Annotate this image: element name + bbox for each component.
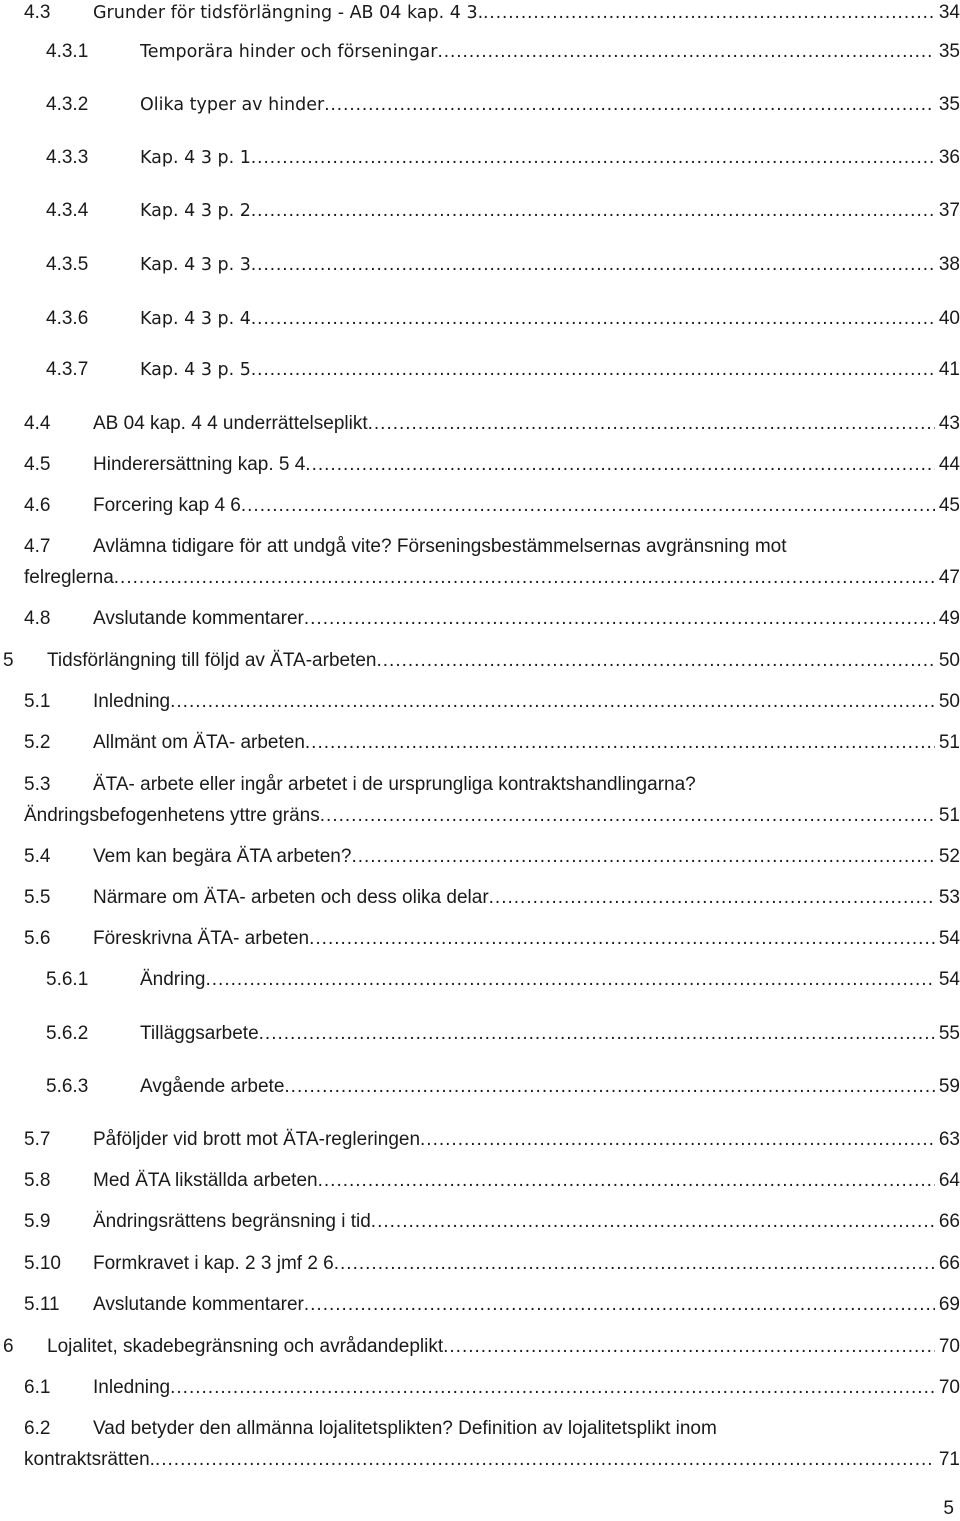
toc-title-continuation: Ändringsbefogenhetens yttre gräns xyxy=(24,805,320,826)
toc-number: 4.3.6 xyxy=(46,308,89,329)
toc-title: Ändring xyxy=(140,969,206,990)
toc-number: 5.6 xyxy=(24,928,51,949)
toc-page: 53 xyxy=(938,887,960,908)
toc-page: 47 xyxy=(938,567,960,588)
toc-page: 43 xyxy=(938,413,960,434)
toc-title: Inledning xyxy=(93,1377,171,1398)
toc-entry[interactable] xyxy=(0,1073,960,1101)
toc-entry[interactable] xyxy=(0,925,960,953)
toc-entry[interactable] xyxy=(0,356,960,384)
toc-title: Kap. 4 3 p. 4 xyxy=(140,309,251,329)
toc-number: 5 xyxy=(3,650,14,671)
toc-number: 5.7 xyxy=(24,1129,51,1150)
toc-title: Tilläggsarbete xyxy=(140,1023,259,1044)
toc-entry[interactable] xyxy=(0,144,960,172)
toc-page: 71 xyxy=(938,1449,960,1470)
toc-page: 50 xyxy=(938,691,960,712)
toc-entry[interactable] xyxy=(0,729,960,757)
toc-page: 70 xyxy=(938,1336,960,1357)
toc-number: 6 xyxy=(3,1336,14,1357)
toc-page: 35 xyxy=(938,94,960,115)
toc-number: 5.4 xyxy=(24,846,51,867)
toc-number: 4.3.2 xyxy=(46,94,89,115)
toc-page: 69 xyxy=(938,1294,960,1315)
toc-title: Avgående arbete xyxy=(140,1076,285,1097)
toc-title: Kap. 4 3 p. 2 xyxy=(140,201,251,221)
toc-number: 4.3.5 xyxy=(46,254,89,275)
toc-title: Hinderersättning kap. 5 4 xyxy=(93,454,306,475)
toc-page: 35 xyxy=(938,41,960,62)
toc-entry[interactable] xyxy=(0,1020,960,1048)
toc-entry[interactable] xyxy=(0,771,960,831)
toc-entry[interactable] xyxy=(0,305,960,333)
toc-page: 66 xyxy=(938,1211,960,1232)
toc-title: Lojalitet, skadebegränsning och avrådandeplikt xyxy=(47,1336,444,1357)
toc-page: 54 xyxy=(938,928,960,949)
toc-entry[interactable] xyxy=(0,451,960,479)
toc-title: Inledning xyxy=(93,691,171,712)
page-number: 5 xyxy=(943,1498,954,1519)
toc-entry[interactable] xyxy=(0,605,960,633)
toc-entry[interactable] xyxy=(0,1167,960,1195)
toc-title: Forcering kap 4 6 xyxy=(93,495,241,516)
toc-page: 50 xyxy=(938,650,960,671)
toc-number: 4.3 xyxy=(24,2,51,23)
toc-entry[interactable] xyxy=(0,884,960,912)
toc-number: 4.3.7 xyxy=(46,359,89,380)
toc-number: 6.2 xyxy=(24,1418,51,1439)
toc-title: AB 04 kap. 4 4 underrättelseplikt xyxy=(93,413,368,434)
toc-entry[interactable] xyxy=(0,0,960,27)
toc-title: Tidsförlängning till följd av ÄTA-arbeten xyxy=(47,650,377,671)
toc-page: 41 xyxy=(938,359,960,380)
toc-title: Avslutande kommentarer xyxy=(93,1294,304,1315)
toc-page: 63 xyxy=(938,1129,960,1150)
toc-page: 64 xyxy=(938,1170,960,1191)
toc-entry[interactable] xyxy=(0,410,960,438)
toc-number: 5.3 xyxy=(24,774,51,795)
toc-entry[interactable] xyxy=(0,492,960,520)
toc-entry[interactable] xyxy=(0,966,960,994)
toc-title: Ändringsrättens begränsning i tid xyxy=(93,1211,371,1232)
toc-page: 66 xyxy=(938,1253,960,1274)
toc-title: Grunder för tidsförlängning - AB 04 kap. 4 3. xyxy=(93,3,484,23)
toc-number: 4.4 xyxy=(24,413,51,434)
toc-number: 5.1 xyxy=(24,691,51,712)
toc-page: 51 xyxy=(938,732,960,753)
toc-page: 70 xyxy=(938,1377,960,1398)
toc-entry[interactable] xyxy=(0,1250,960,1278)
toc-entry[interactable] xyxy=(0,1126,960,1154)
toc-page: 37 xyxy=(938,200,960,221)
toc-title: Närmare om ÄTA- arbeten och dess olika delar xyxy=(93,887,489,908)
toc-page: 38 xyxy=(938,254,960,275)
toc-title: Formkravet i kap. 2 3 jmf 2 6 xyxy=(93,1253,334,1274)
toc-page: 49 xyxy=(938,608,960,629)
toc-title: Avslutande kommentarer xyxy=(93,608,304,629)
toc-page: 45 xyxy=(938,495,960,516)
toc-title: Kap. 4 3 p. 5 xyxy=(140,360,251,380)
toc-number: 5.6.3 xyxy=(46,1076,89,1097)
toc-title: Vem kan begära ÄTA arbeten? xyxy=(93,846,352,867)
toc-number: 5.5 xyxy=(24,887,51,908)
toc-entry[interactable] xyxy=(0,1415,960,1475)
toc-entry[interactable] xyxy=(0,1374,960,1402)
toc-entry[interactable] xyxy=(0,533,960,593)
toc-title-continuation: felreglerna xyxy=(24,567,114,588)
toc-page: 52 xyxy=(938,846,960,867)
toc-number: 5.2 xyxy=(24,732,51,753)
toc-entry[interactable] xyxy=(0,688,960,716)
toc-page: 55 xyxy=(938,1023,960,1044)
toc-entry[interactable] xyxy=(0,1333,960,1361)
toc-entry[interactable] xyxy=(0,1208,960,1236)
toc-number: 4.6 xyxy=(24,495,51,516)
toc-entry[interactable] xyxy=(0,1291,960,1319)
toc-page: 36 xyxy=(938,147,960,168)
toc-page: 40 xyxy=(938,308,960,329)
toc-number: 4.3.1 xyxy=(46,41,89,62)
toc-number: 6.1 xyxy=(24,1377,51,1398)
toc-number: 5.11 xyxy=(24,1294,60,1315)
toc-entry[interactable] xyxy=(0,38,960,66)
toc-number: 5.6.1 xyxy=(46,969,89,990)
toc-number: 5.10 xyxy=(24,1253,61,1274)
toc-page: 34 xyxy=(938,2,960,23)
toc-number: 4.8 xyxy=(24,608,51,629)
toc-page: 44 xyxy=(938,454,960,475)
toc-number: 5.9 xyxy=(24,1211,51,1232)
toc-title: Med ÄTA likställda arbeten xyxy=(93,1170,318,1191)
toc-page: 59 xyxy=(938,1076,960,1097)
toc-page: 51 xyxy=(938,805,960,826)
toc-number: 5.8 xyxy=(24,1170,51,1191)
toc-title: Allmänt om ÄTA- arbeten xyxy=(93,732,305,753)
toc-entry[interactable] xyxy=(0,251,960,279)
toc-number: 5.6.2 xyxy=(46,1023,89,1044)
toc-title: Föreskrivna ÄTA- arbeten xyxy=(93,928,310,949)
toc-title: Kap. 4 3 p. 3 xyxy=(140,255,251,275)
toc-number: 4.3.4 xyxy=(46,200,89,221)
toc-title: Avlämna tidigare för att undgå vite? Förseningsbestämmelsernas avgränsning mot xyxy=(93,536,787,557)
toc-number: 4.5 xyxy=(24,454,51,475)
toc-title: Påföljder vid brott mot ÄTA-regleringen xyxy=(93,1129,421,1150)
toc-entry[interactable] xyxy=(0,647,960,675)
toc-title: ÄTA- arbete eller ingår arbetet i de ursprungliga kontraktshandlingarna? xyxy=(93,774,696,795)
toc-title-continuation: kontraktsrätten. xyxy=(24,1449,155,1470)
toc-title: Vad betyder den allmänna lojalitetsplikten? Definition av lojalitetsplikt inom xyxy=(93,1418,717,1439)
toc-number: 4.7 xyxy=(24,536,51,557)
toc-title: Olika typer av hinder xyxy=(140,95,325,115)
toc-page: 54 xyxy=(938,969,960,990)
toc-entry[interactable] xyxy=(0,197,960,225)
toc-number: 4.3.3 xyxy=(46,147,89,168)
toc-entry[interactable] xyxy=(0,91,960,119)
toc-title: Temporära hinder och förseningar xyxy=(140,42,438,62)
toc-entry[interactable] xyxy=(0,843,960,871)
toc-title: Kap. 4 3 p. 1 xyxy=(140,148,251,168)
